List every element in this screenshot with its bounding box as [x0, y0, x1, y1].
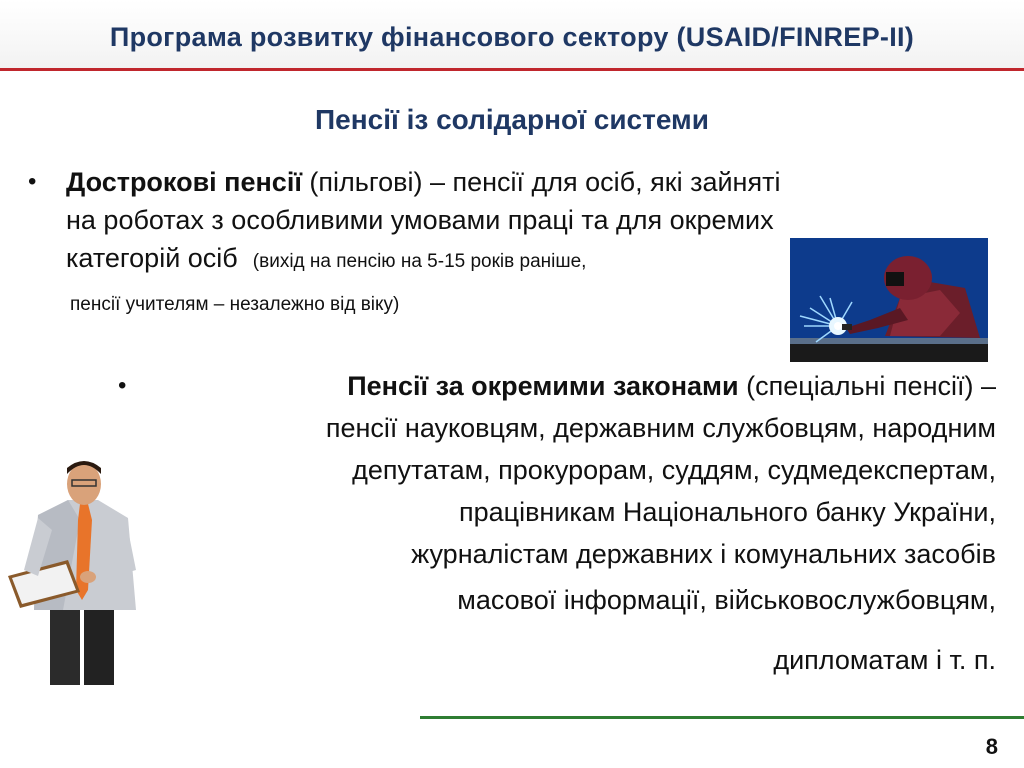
bullet-2-line-5: журналістам державних і комунальних засобів	[411, 539, 996, 569]
bullet-2-line-7: дипломатам і т. п.	[773, 645, 996, 675]
bullet-1-note-a: (вихід на пенсію на 5-15 років раніше,	[252, 251, 587, 272]
welder-clipart-icon	[790, 238, 988, 362]
header-title-text: Програма розвитку фінансового сектору (USAID/FINREP-II)	[109, 22, 915, 52]
bullet-1-bold: Дострокові пенсії	[66, 167, 302, 197]
bullet-2-bold: Пенсії за окремими законами	[347, 371, 739, 401]
bullet-2-line-4: працівникам Національного банку України,	[458, 497, 996, 527]
man-with-clipboard-icon	[8, 460, 158, 685]
bullet-2-text	[136, 365, 996, 575]
bullet-1-text-c: категорій осіб	[66, 243, 238, 273]
header-divider	[0, 68, 1024, 71]
bullet-1-text-a: (пільгові) – пенсії для осіб, які зайняті	[301, 167, 781, 197]
bullet-1-text-b: на роботах з особливими умовами праці та для окремих	[66, 205, 774, 235]
bullet-2-line-6: масової інформації, військовослужбовцям,	[457, 585, 996, 615]
slide-title: Пенсії із солідарної системи	[315, 104, 709, 135]
page-number: 8	[985, 734, 998, 759]
footer-divider	[420, 716, 1024, 719]
bullet-2-marker: •	[118, 372, 127, 399]
bullet-2-line-3: депутатам, прокурорам, суддям, судмедекспертам,	[352, 455, 996, 485]
bullet-1-marker: •	[28, 168, 37, 195]
bullet-2-text-a: (спеціальні пенсії) –	[738, 371, 996, 401]
header-title	[0, 22, 1024, 53]
bullet-2-line-2: пенсії науковцям, державним службовцям, народним	[325, 413, 996, 443]
bullet-1-note-b: пенсії учителям – незалежно від віку)	[70, 294, 400, 315]
